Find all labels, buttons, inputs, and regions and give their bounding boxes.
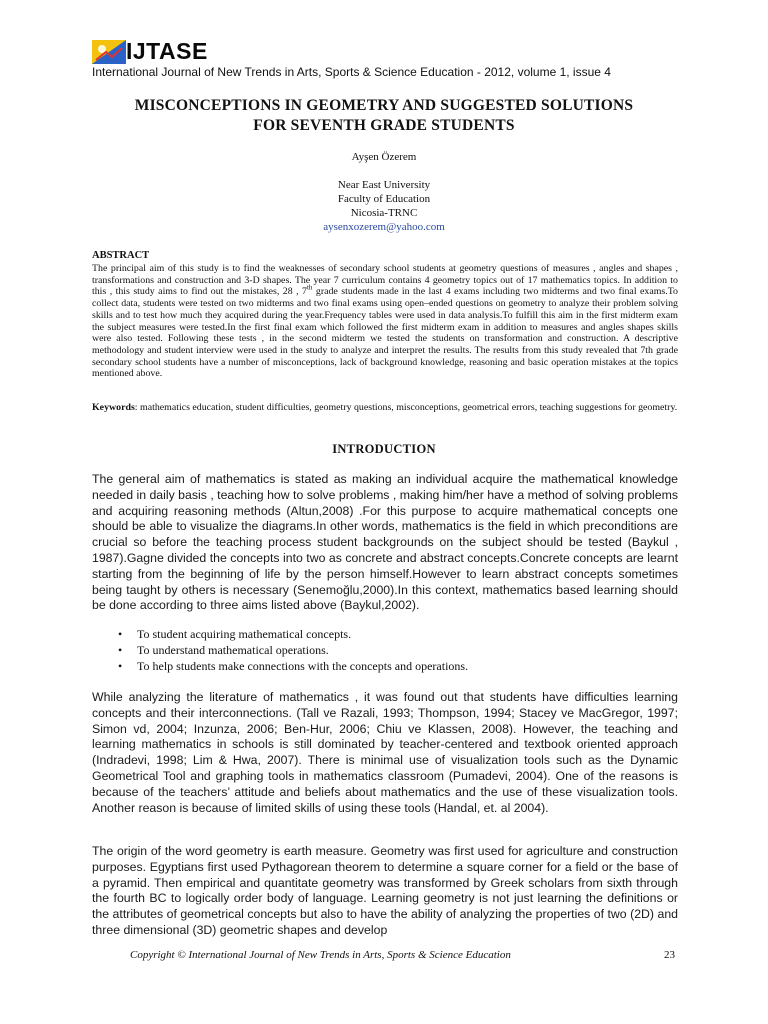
author-name: Ayşen Özerem bbox=[351, 151, 417, 163]
keywords bbox=[92, 402, 678, 414]
footer-copyright: Copyright © International Journal of New Trends in Arts, Sports & Science Education bbox=[130, 949, 511, 961]
paper-title bbox=[70, 96, 698, 136]
bullet-icon: • bbox=[118, 627, 123, 641]
author-email-link[interactable]: aysenxozerem@yahoo.com bbox=[323, 221, 445, 233]
abstract-text bbox=[92, 263, 678, 380]
list-item-text: To understand mathematical operations. bbox=[137, 642, 329, 657]
title-line: MISCONCEPTIONS IN GEOMETRY AND SUGGESTED SOLUTIONS bbox=[134, 97, 634, 114]
affiliation-faculty: Faculty of Education bbox=[337, 193, 431, 205]
intro-paragraph-1: The general aim of mathematics is stated as making an individual acquire the mathematical knowledge needed in daily basis , teaching how to solve problems , making him/her have a method of solving problems and acquiring reasoning methods (Altun,2008) .For this purpose to acquire mathematical concepts one should be able to visualize the diagrams.In other words, mathematics is the field in which preconditions are crucial so before the teaching process student backgrounds on the subject should be tested (Baykul , 1987).Gagne divided the concepts into two as concrete and abstract concepts.Concrete concepts are learnt starting from the beginning of life by the person himself.However to learn abstract concepts sometimes being taught by others is necessary (Senemoğlu,2000).In this context, mathematics based learning should be done according to three aims listed above (Baykul,2002). bbox=[92, 472, 678, 613]
list-item bbox=[92, 627, 678, 643]
journal-header-line: International Journal of New Trends in Arts, Sports & Science Education - 2012, volume 1, issue 4 bbox=[92, 65, 611, 79]
affiliation-university: Near East University bbox=[337, 179, 431, 191]
list-item bbox=[92, 643, 678, 659]
keywords-label: Keywords bbox=[92, 402, 135, 413]
abstract-text-part: The principal aim of this study is to find the weaknesses of secondary school students at geometry questions of measures , angles and shapes , transformations and construction and 3-D shapes. The year 7 curriculum contains 4 geometry topics out of 17 mathematics topics. In addition to this , this study aims to find out the mistakes, 28 , 7 bbox=[92, 263, 678, 298]
journal-logo bbox=[92, 40, 220, 64]
aims-list bbox=[92, 627, 678, 674]
intro-paragraph-2: While analyzing the literature of mathematics , it was found out that students have difficulties learning concepts and their interconnections. (Tall ve Razali, 1993; Thompson, 1994; Stacey ve MacGregor, 1997; Simon vd, 2004; Inzunza, 2006; Ben-Hur, 2006; Chiu ve Klassen, 2008). However, the teaching and learning mathematics in schools is still dominated by teacher-centered and textbook oriented approach (Indradevi, 1998; Lim & Hwa, 2007). There is minimal use of visualization tools such as the Dynamic Geometrical Tool and graphing tools in mathematics classroom (Pumadevi, 2004). One of the reasons is because of the teachers’ attitude and beliefs about mathematics and the use of these visualization tools. Another reason is because of limited skills of using these tools (Handal, et. al 2004). bbox=[92, 690, 678, 815]
keywords-text: : mathematics education, student difficulties, geometry questions, misconceptions, geometrical errors, teaching suggestions for geometry. bbox=[134, 402, 678, 413]
title-line: FOR SEVENTH GRADE STUDENTS bbox=[253, 117, 515, 134]
logo-text: IJTASE bbox=[126, 38, 208, 64]
abstract-text-part: grade students made in the last 4 exams including two midterms and two final exams.To collect data, students were tested on two midterms and two final exams using open–ended questions on geometry to analyze their problem solving skills and to test how much they acquired during the year.Frequency tables were used in data analysis.To fulfill this aim in the first midterm exam the subject measures were tested.In the first final exam which followed the first midterm exam in addition to measures and angles shapes skills were also tested. Following these tests , in the second midterm we tested the students on transformation and construction. A descriptive methodology and student interview were used in the study to analyze and interpret the results. The results from this study revealed that 7th grade secondary school students have a number of misconceptions, lack of background knowledge, reasoning and basic operation mistakes at the topics mentioned above. bbox=[92, 286, 678, 380]
intro-paragraph-3: The origin of the word geometry is earth measure. Geometry was first used for agriculture and construction purposes. Egyptians first used Pythagorean theorem to determine a square corner for a field or the base of a pyramid. Then empirical and quantitate geometry was transformed by Greek scholars from sixth through the fourth BC to logically order body of language. Learning geometry is not just learning the definitions or the attributes of geometrical concepts but also to have the ability of analyzing the properties of two (2D) and three dimensional (3D) geometric shapes and develop bbox=[92, 844, 678, 937]
abstract-superscript: th bbox=[306, 284, 313, 293]
introduction-heading: INTRODUCTION bbox=[332, 442, 436, 456]
bullet-icon: • bbox=[118, 658, 123, 673]
bullet-icon: • bbox=[118, 642, 123, 657]
logo-graphic-icon bbox=[92, 40, 126, 64]
page-number: 23 bbox=[664, 949, 675, 961]
list-item-text: To student acquiring mathematical concepts. bbox=[137, 627, 352, 641]
list-item-text: To help students make connections with the concepts and operations. bbox=[137, 658, 469, 673]
abstract-heading: ABSTRACT bbox=[92, 250, 150, 261]
affiliation-city: Nicosia-TRNC bbox=[350, 207, 418, 219]
list-item bbox=[92, 659, 678, 675]
